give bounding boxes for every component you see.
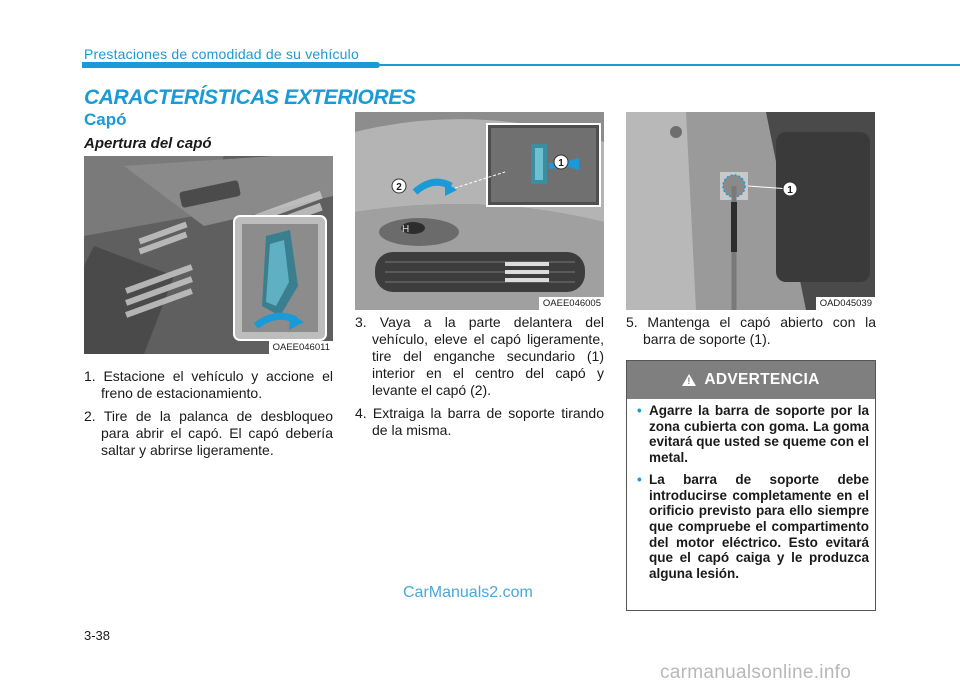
figure-secondary-latch (355, 112, 604, 310)
steps-column-3 (626, 314, 876, 354)
section-header: Prestaciones de comodidad de su vehículo (84, 46, 359, 62)
warning-triangle-icon: ! (682, 374, 696, 386)
warning-item: • La barra de soporte debe introducirse completamente en el orificio previsto para ello siempre que compruebe el compartimento del motor eléctrico. Esto evitará que el capó caiga y le produzca alguna lesión. (637, 471, 869, 582)
bullet-icon: • (637, 403, 642, 418)
step-1: 1. Estacione el vehículo y accione el freno de estacionamiento. (84, 368, 333, 401)
footer-site-watermark: carmanualsonline.info (660, 662, 852, 683)
page-number: 3-38 (84, 628, 111, 643)
figure-code: OAD045039 (816, 297, 875, 310)
warning-box (626, 360, 876, 611)
svg-text:1: 1 (558, 158, 564, 169)
header-rule-accent (82, 62, 380, 68)
warning-header (627, 361, 875, 399)
step-3: 3. Vaya a la parte delantera del vehículo, eleve el capó ligeramente, tire del enganche secundario (1) interior en el centro del capó y levante el capó (2). (355, 314, 604, 398)
watermark: CarManuals2.com (403, 584, 533, 601)
warning-title: ADVERTENCIA (704, 371, 820, 388)
warning-item: • Agarre la barra de soporte por la zona cubierta con goma. La goma evitará que usted se queme con el metal. (637, 403, 869, 466)
figure-support-rod (626, 112, 875, 310)
step-5: 5. Mantenga el capó abierto con la barra de soporte (1). (626, 314, 876, 347)
procedure-subtitle: Apertura del capó (84, 135, 212, 152)
figure-code: OAEE046005 (539, 297, 604, 310)
svg-text:2: 2 (396, 182, 402, 193)
bullet-icon: • (637, 471, 642, 487)
step-4: 4. Extraiga la barra de soporte tirando de la misma. (355, 405, 604, 438)
figure-hood-release-lever (84, 156, 333, 354)
secondary-latch-illustration (355, 112, 604, 310)
chapter-title: CARACTERÍSTICAS EXTERIORES (84, 86, 416, 109)
step-2: 2. Tire de la palanca de desbloqueo para abrir el capó. El capó debería saltar y abrirse ligeramente. (84, 408, 333, 458)
subsection-title: Capó (84, 110, 127, 129)
warning-list (627, 403, 877, 588)
figure-code: OAEE046011 (269, 341, 333, 354)
hood-release-illustration (84, 156, 333, 354)
steps-column-1 (84, 368, 333, 465)
steps-column-2 (355, 314, 604, 445)
support-rod-illustration (626, 112, 875, 310)
svg-text:1: 1 (787, 185, 793, 196)
svg-text:H: H (402, 224, 410, 235)
